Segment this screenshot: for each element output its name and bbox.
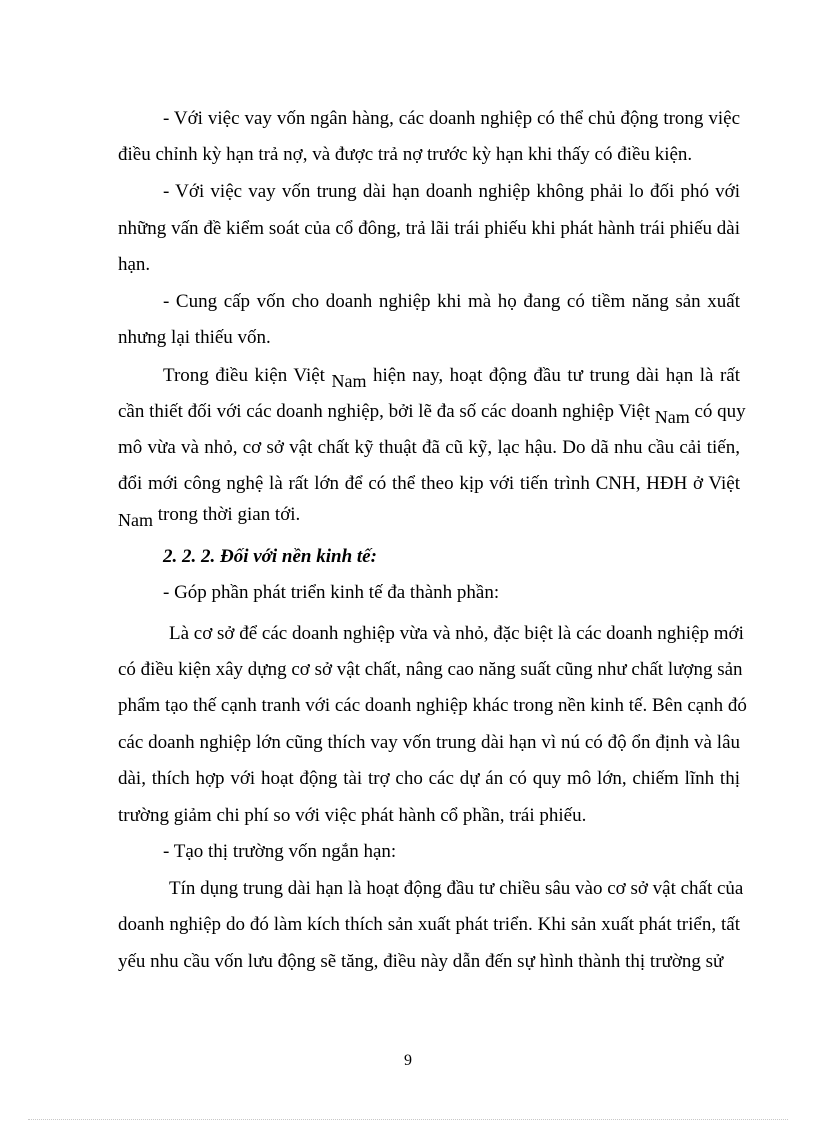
text-line — [163, 363, 741, 391]
text-line: đổi mới công nghệ là rất lớn để có thể theo kịp với tiến trình CNH, HĐH ở Việt — [118, 473, 740, 494]
text-line: mô vừa và nhỏ, cơ sở vật chất kỹ thuật đã cũ kỹ, lạc hậu. Do dã nhu cầu cải tiến, — [118, 437, 740, 458]
text-line: trường giảm chi phí so với việc phát hành cổ phần, trái phiếu. — [118, 805, 587, 826]
text-line: yếu nhu cầu vốn lưu động sẽ tăng, điều này dẫn đến sự hình thành thị trường sử — [118, 951, 724, 972]
text-line — [118, 502, 740, 530]
text-line: những vấn đề kiểm soát của cổ đông, trả lãi trái phiếu khi phát hành trái phiếu dài — [118, 218, 740, 239]
text-line: có điều kiện xây dựng cơ sở vật chất, nâng cao năng suất cũng như chất lượng sản — [118, 659, 743, 680]
text-segment: có quy — [694, 401, 746, 422]
text-line: Là cơ sở để các doanh nghiệp vừa và nhỏ, đặc biệt là các doanh nghiệp mới — [169, 623, 744, 644]
page-number: 9 — [404, 1052, 412, 1069]
text-line: phẩm tạo thế cạnh tranh với các doanh nghiệp khác trong nền kinh tế. Bên cạnh đó — [118, 695, 747, 716]
text-segment: Nam — [654, 407, 690, 427]
page-edge-divider — [28, 1119, 788, 1120]
text-line: hạn. — [118, 254, 151, 275]
text-segment: Trong điều kiện Việt — [163, 365, 325, 386]
text-segment: trong thời gian tới. — [157, 504, 301, 525]
text-segment: Nam — [331, 371, 367, 391]
text-line: điều chỉnh kỳ hạn trả nợ, và được trả nợ trước kỳ hạn khi thấy có điều kiện. — [118, 144, 693, 165]
text-segment: cần thiết đối với các doanh nghiệp, bởi lẽ đa số các doanh nghiệp Việt — [118, 401, 650, 422]
text-line — [118, 399, 746, 427]
text-line: - Cung cấp vốn cho doanh nghiệp khi mà họ đang có tiềm năng sản xuất — [163, 291, 740, 312]
text-line: các doanh nghiệp lớn cũng thích vay vốn trung dài hạn vì nú có độ ổn định và lâu — [118, 732, 740, 753]
text-segment: hiện nay, hoạt động đầu tư trung dài hạn là rất — [373, 365, 741, 386]
section-heading: 2. 2. 2. Đối với nền kinh tế: — [163, 546, 377, 567]
text-line: Tín dụng trung dài hạn là hoạt động đầu tư chiều sâu vào cơ sở vật chất của — [169, 878, 744, 899]
text-line: - Với việc vay vốn ngân hàng, các doanh nghiệp có thể chủ động trong việc — [163, 108, 740, 129]
text-line: doanh nghiệp do đó làm kích thích sản xuất phát triển. Khi sản xuất phát triển, tất — [118, 914, 740, 935]
text-line: - Với việc vay vốn trung dài hạn doanh nghiệp không phải lo đối phó với — [163, 181, 740, 202]
text-line: - Tạo thị trường vốn ngắn hạn: — [163, 841, 397, 862]
text-line: - Góp phần phát triển kinh tế đa thành phần: — [163, 582, 500, 603]
text-segment: Nam — [118, 510, 153, 530]
text-line: dài, thích hợp với hoạt động tài trợ cho các dự án có quy mô lớn, chiếm lĩnh thị — [118, 768, 740, 789]
text-line: nhưng lại thiếu vốn. — [118, 327, 271, 348]
